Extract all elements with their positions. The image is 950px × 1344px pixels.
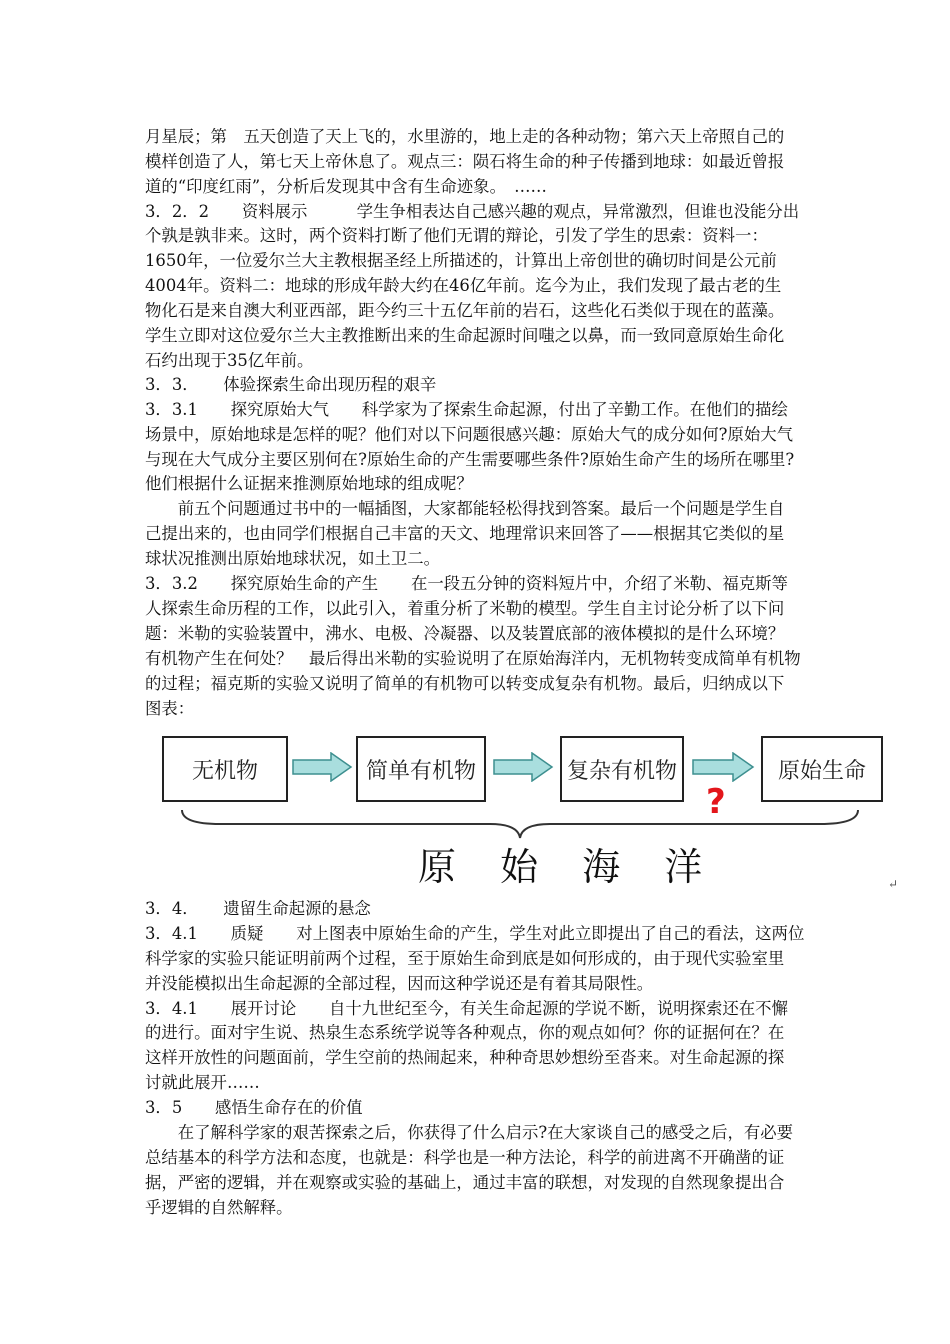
text-line: 讨就此展开……	[145, 1073, 260, 1092]
text-line: 与现在大气成分主要区别何在?原始生命的产生需要哪些条件?原始生命产生的场所在哪里?	[145, 450, 795, 469]
text-line: 球状况推测出原始地球状况，如土卫二。	[145, 549, 441, 568]
right-arrow-icon	[492, 752, 554, 782]
section-heading: 3．4.1 质疑 对上图表中原始生命的产生，学生对此立即提出了自己的看法，这两位	[145, 924, 805, 943]
text-line: 个孰是孰非来。这时，两个资料打断了他们无谓的辩论，引发了学生的思索：资料一：	[145, 226, 768, 245]
text-line: 的过程；福克斯的实验又说明了简单的有机物可以转变成复杂有机物。最后，归纳成以下	[145, 674, 785, 693]
text-line: 4004年。资料二：地球的形成年龄大约在46亿年前。迄今为止，我们发现了最古老的生	[145, 276, 782, 295]
text-line: 在了解科学家的艰苦探索之后，你获得了什么启示?在大家谈自己的感受之后，有必要	[145, 1123, 794, 1142]
section-heading: 3．4.1 展开讨论 自十九世纪至今，有关生命起源的学说不断，说明探索还在不懈	[145, 999, 788, 1018]
text-line: 道的“印度红雨”，分析后发现其中含有生命迹象。 ……	[145, 177, 547, 196]
text-line: 1650年，一位爱尔兰大主教根据圣经上所描述的，计算出上帝创世的确切时间是公元前	[145, 251, 777, 270]
section-heading: 3．2．2 资料展示 学生争相表达自己感兴趣的观点，异常激烈，但谁也没能分出	[145, 202, 800, 221]
right-arrow-icon	[291, 752, 353, 782]
text-line: 石约出现于35亿年前。	[145, 351, 314, 370]
text-line: 己提出来的，也由同学们根据自己丰富的天文、地理常识来回答了——根据其它类似的星	[145, 524, 785, 543]
text-line: 学生立即对这位爱尔兰大主教推断出来的生命起源时间嗤之以鼻，而一致同意原始生命化	[145, 326, 785, 345]
section-heading: 3．3． 体验探索生命出现历程的艰辛	[145, 375, 437, 394]
text-line: 的进行。面对宇生说、热泉生态系统学说等各种观点，你的观点如何？你的证据何在？在	[145, 1023, 785, 1042]
text-line: 物化石是来自澳大利亚西部，距今约三十五亿年前的岩石，这些化石类似于现在的蓝藻。	[145, 301, 785, 320]
text-line: 乎逻辑的自然解释。	[145, 1198, 293, 1217]
text-line: 总结基本的科学方法和态度，也就是：科学也是一种方法论，科学的前进离不开确凿的证	[145, 1148, 785, 1167]
right-arrow-icon	[691, 752, 755, 782]
section-heading: 3．4． 遗留生命起源的悬念	[145, 899, 371, 918]
text-line: 并没能模拟出生命起源的全部过程，因而这种学说还是有着其局限性。	[145, 974, 654, 993]
text-line: 月星辰；第 五天创造了天上飞的，水里游的，地上走的各种动物；第六天上帝照自己的	[145, 127, 785, 146]
question-mark-icon: ?	[706, 782, 726, 822]
box-complex-organic: 复杂有机物	[560, 736, 684, 802]
text-line: 场景中，原始地球是怎样的呢？他们对以下问题很感兴趣：原始大气的成分如何?原始大气	[145, 425, 794, 444]
paragraph-return-mark: ↵	[888, 877, 899, 891]
text-line: 据，严密的逻辑，并在观察或实验的基础上，通过丰富的联想，对发现的自然现象提出合	[145, 1173, 785, 1192]
section-heading: 3．3.2 探究原始生命的产生 在一段五分钟的资料短片中，介绍了米勒、福克斯等	[145, 574, 788, 593]
text-line: 图表：	[145, 699, 195, 718]
box-inorganic: 无机物	[162, 736, 288, 802]
text-line: 这样开放性的问题面前，学生空前的热闹起来，种种奇思妙想纷至沓来。对生命起源的探	[145, 1048, 785, 1067]
text-line: 有机物产生在何处？ 最后得出米勒的实验说明了在原始海洋内，无机物转变成简单有机物	[145, 649, 801, 668]
brace-icon	[180, 808, 860, 842]
text-line: 他们根据什么证据来推测原始地球的组成呢？	[145, 474, 473, 493]
section-heading: 3．3.1 探究原始大气 科学家为了探索生命起源，付出了辛勤工作。在他们的描绘	[145, 400, 788, 419]
section-heading: 3．5 感悟生命存在的价值	[145, 1098, 363, 1117]
text-line: 科学家的实验只能证明前两个过程，至于原始生命到底是如何形成的，由于现代实验室里	[145, 949, 785, 968]
text-line: 人探索生命历程的工作，以此引入，着重分析了米勒的模型。学生自主讨论分析了以下问	[145, 599, 785, 618]
box-simple-organic: 简单有机物	[356, 736, 486, 802]
text-line: 前五个问题通过书中的一幅插图，大家都能轻松得找到答案。最后一个问题是学生自	[145, 499, 785, 518]
text-line: 题：米勒的实验装置中，沸水、电极、冷凝器、以及装置底部的液体模拟的是什么环境？	[145, 624, 785, 643]
brace-label: 原 始 海 洋	[418, 845, 719, 889]
origin-of-life-diagram	[150, 722, 890, 897]
box-primitive-life: 原始生命	[761, 736, 883, 802]
text-line: 模样创造了人，第七天上帝休息了。观点三：陨石将生命的种子传播到地球：如最近曾报	[145, 152, 785, 171]
